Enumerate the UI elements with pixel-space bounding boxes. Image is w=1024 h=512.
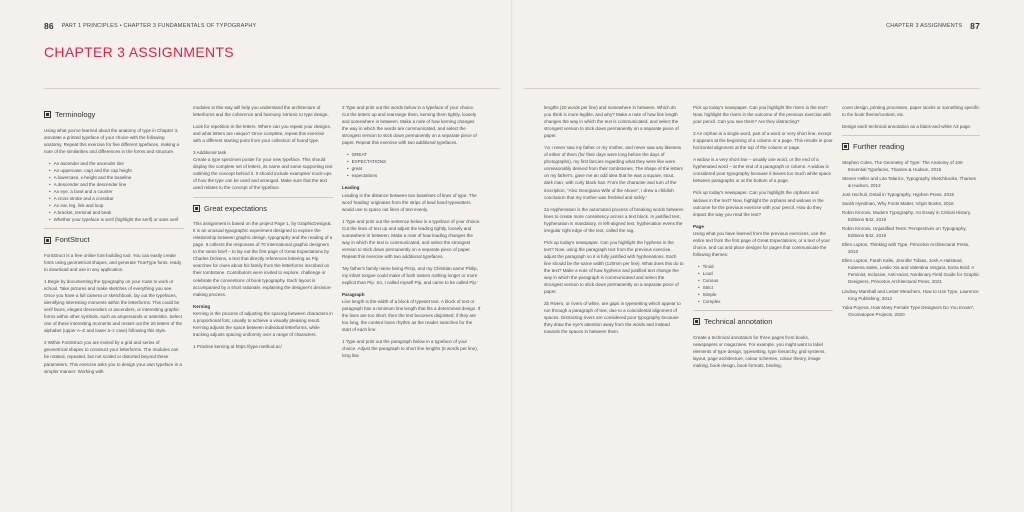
body-paragraph: Line length is the width of a block of typeset text. A block of text or paragraph has a minimum line length that fits a determined design. If the lines are too short, then the text becomes disjointed; if they are too long, the content loses rhythm as the reader searches for the start of each line. bbox=[342, 299, 481, 333]
fontstruct-heading bbox=[44, 228, 184, 246]
left-running-head bbox=[44, 21, 256, 31]
fontstruct-intro: FontStruct is a free online font-building tool. You can easily create fonts using geometrical shapes, and generate TrueType fonts, ready to download and use in any application. bbox=[44, 252, 182, 272]
body-paragraph: 3 An orphan is a single word, part of a word or very short line, except it appears at the beginning of a column or a page. This results in poor horizontal alignment at the top of the column or page. bbox=[693, 131, 833, 151]
fontstruct-step-1: 1 Begin by documenting the typography on your route to work or school. Take pictures and make sketches of everything you see. Once you have a full camera or sketchbook, lay out the typefaces, identifying interesting moments within the letterforms. This could be serif faces, elegant descenders or ascenders, or interesting graphic forms within other symbols, such as ampersands or asterisks. Select one of these interesting moments and restart out the 26 letters of the alphabet (upper A–Z and lower a–z case) following this style. bbox=[44, 279, 183, 334]
kerning-link-text: 1 Practise kerning at https://type.method.ac/ bbox=[193, 343, 282, 349]
reference-item: Jost Hochuli, Detail in Typography, Hyphen Press, 2015 bbox=[842, 191, 955, 197]
body-paragraph: A widow is a very short line – usually one word, or the end of a hyphenated word – at the end of a paragraph or column. A widow is considered poor typography because it leaves too much white space between paragraphs or at the bottom of a page. bbox=[693, 157, 832, 184]
quote-text: 'As I never saw my father or my mother, and never saw any likeness of either of them (for their days were long before the days of photographs), my first fancies regarding what they were like were unreasonably derived from their tombstones. The shape of the letters on my father's, gave me an odd idea that he was a square, stout, dark man, with curly black hair. From the character and turn of the inscription, "Also Georgiana Wife of the Above", I drew a childish conclusion that my mother was freckled and sickly.' bbox=[544, 145, 683, 200]
terminology-intro: Using what you've learned about the anatomy of type in Chapter 3, annotate a printed typeface of your choice with the following anatomy. Repeat this exercise for five different typefaces, making a note of the similarities and differences in the forms and structure. bbox=[44, 127, 180, 154]
technical-annotation-heading bbox=[693, 310, 833, 328]
fontstruct-heading-text: FontStruct bbox=[55, 235, 90, 245]
column-1 bbox=[44, 104, 184, 380]
additional-task-label: 3 Additional task bbox=[193, 150, 227, 156]
square-bullet-icon bbox=[842, 143, 849, 150]
list-item: • An ascender and the ascender line bbox=[49, 160, 184, 167]
right-running-head bbox=[886, 21, 980, 31]
column-4 bbox=[544, 104, 684, 340]
column-3 bbox=[342, 104, 482, 365]
column-5 bbox=[693, 104, 833, 374]
terminology-list bbox=[44, 160, 184, 223]
words-list bbox=[342, 151, 482, 179]
square-bullet-icon bbox=[693, 318, 700, 325]
additional-task-text: Create a type specimen poster for your new typeface. This should display the complete set of letters, its name and some supporting text outlining the concept behind it. It should include examples/ mock-ups of how the type can be used and arranged. Make sure that the text used relates to the concept of the typeface. bbox=[193, 157, 333, 191]
reference-item: Stephen Coles, The Geometry of Type: The Anatomy of 100 Essential Typefaces, Thames & Hudson, 2016 bbox=[842, 159, 963, 172]
list-item: • GREAT bbox=[347, 151, 482, 158]
body-paragraph: 2 Type and print out the words below in a typeface of your choice. Cut the letters up and rearrange them, kerning them tightly, loosely and somewhere in between. Make a note of how kerning changes the way in which the words are communicated, and select the strongest version to stick down permanently on a separate piece of paper. Repeat this exercise with two additional typefaces. bbox=[342, 105, 477, 146]
reference-item: Robin Kinross, Modern Typography: An Essay in Critical History, Editions B42, 2019 bbox=[842, 210, 971, 223]
right-divider bbox=[524, 88, 980, 89]
themes-list bbox=[693, 263, 833, 305]
left-running-head-text: PART 1 PRINCIPLES • CHAPTER 3 FUNDAMENTALS OF TYPOGRAPHY bbox=[61, 23, 257, 29]
list-item: • A descender and the descender line bbox=[49, 181, 184, 188]
body-paragraph: 2b Rivers, or rivers of white, are gaps in typesetting which appear to run through a paragraph of text, due to a coincidental alignment of spaces. Distracting rivers are considered poor typography because they draw the eye's attention away from the words and instead towards the spaces in between them. bbox=[544, 301, 681, 335]
column-2 bbox=[193, 104, 333, 355]
body-paragraph: 1 Type and print out the paragraph below in a typeface of your choice. Adjust the paragraph to short line lengths (5 words per line), long line bbox=[342, 339, 478, 359]
list-item: • An ear, leg, link and loop bbox=[49, 202, 184, 209]
reference-item: Ellen Lupton, Farah Kafei, Jennifer Tobias, Josh A Halstead, Kaleena Sales, Leslie Xia and Valentina Vergara, Extra Bold: A Feminist, Inclusive, Anti-racist, Nonbinary Field Guide for Graphic Designers, Princeton Architectural Press, 2021 bbox=[842, 258, 980, 285]
body-paragraph: 1 Type and print out the sentence below in a typeface of your choice. Cut the lines of text up and adjust the leading tightly, loosely and somewhere in between. Make a note of how leading changes the way in which the text is communicated, and select the strongest version to stick down permanently on a separate piece of paper. Repeat this exercise with two additional typefaces. bbox=[342, 218, 481, 259]
body-paragraph: Pick up today's newspaper. Can you highlight the rivers in the text? Now, highlight the rivers in the outcome of the previous exercise with your pencil. Can you see them? Are they distracting? bbox=[693, 105, 831, 125]
body-paragraph: 2a Hyphenation is the automated process of breaking words between lines to create more consistency across a text block. In justified text, hyphenation is mandatory. In left-aligned text, hyphenation evens the irregular right edge of the text, called the rag. bbox=[544, 206, 684, 233]
paragraph-label: Paragraph bbox=[342, 292, 365, 298]
list-item: • A lowercase, x-height and the baseline bbox=[49, 174, 184, 181]
right-running-head-text: CHAPTER 3 ASSIGNMENTS bbox=[886, 23, 963, 29]
body-paragraph: modules in this way will help you understand the architecture of letterforms and the coherence and harmony intrinsic to type design. bbox=[193, 105, 329, 118]
body-paragraph: Look for repetition in the letters. Where can you repeat your designs, and what letters are unique? Once complete, repeat this exercise with a different starting point from your collection of found type. bbox=[193, 124, 331, 144]
reference-item: Sarah Hyndman, Why Fonts Matter, Virgin Books, 2016 bbox=[842, 201, 954, 206]
left-divider bbox=[44, 88, 500, 89]
list-item: • Timid bbox=[698, 263, 833, 270]
chapter-title: CHAPTER 3 ASSIGNMENTS bbox=[44, 44, 234, 60]
further-reading-heading-text: Further reading bbox=[853, 142, 905, 152]
list-item: • Complex bbox=[698, 298, 833, 305]
list-item: • A cross stroke and a crossbar bbox=[49, 195, 184, 202]
list-item: • Strict bbox=[698, 284, 833, 291]
great-expectations-heading-text: Great expectations bbox=[204, 203, 267, 213]
list-item: • EXPECTATIONS bbox=[347, 158, 482, 165]
great-expectations-heading bbox=[193, 197, 333, 215]
reference-item: Ellen Lupton, Thinking with Type, Princeton Architectural Press, 2010 bbox=[842, 242, 970, 255]
list-item: • expectations bbox=[347, 172, 482, 179]
body-paragraph: cover design, printing processes, paper stocks or something specific to the book theme/content, etc. bbox=[842, 105, 980, 118]
right-page-number: 87 bbox=[970, 21, 980, 31]
square-bullet-icon bbox=[44, 111, 51, 118]
square-bullet-icon bbox=[44, 237, 51, 244]
body-paragraph: Design each technical annotation as a black-and-white A3 page. bbox=[842, 124, 972, 130]
terminology-heading bbox=[44, 106, 184, 121]
technical-annotation-heading-text: Technical annotation bbox=[704, 317, 773, 327]
square-bullet-icon bbox=[193, 205, 200, 212]
reading-list bbox=[842, 159, 980, 318]
left-page-number: 86 bbox=[44, 21, 54, 31]
list-item: • An uppercase, cap) and the cap height bbox=[49, 167, 184, 174]
page-label: Page bbox=[693, 223, 704, 229]
reference-item: Yuka Poyeva, How Many Female Type Designers Do You Know?, Onomatopee Projects, 2020 bbox=[842, 304, 975, 317]
body-paragraph: Leading is the distance between two baselines of lines of type. The word 'leading' originates from the strips of lead hand-typesetters would use to space out lines of text evenly. bbox=[342, 192, 477, 212]
list-item: • Curious bbox=[698, 277, 833, 284]
list-item: • A bracket, terminal and beak bbox=[49, 209, 184, 216]
fontstruct-step-2: 2 Within FontStruct you are invited by a grid and series of geometrical shapes to construct your letterforms. The modules can be rotated, repeated, but not scaled or distorted beyond these parameters. This exercise asks you to design your own typeface in a simpler manner. Working with bbox=[44, 340, 182, 374]
reference-item: Steven Heller and Lita Talarico, Typography Sketchbooks, Thames & Hudson, 2012 bbox=[842, 175, 976, 188]
list-item: • Whether your typeface is serif (highlight the serif) or sans serif bbox=[49, 216, 184, 223]
body-paragraph: Pick up today's newspaper. Can you highlight the orphans and widows in the text? Now, highlight the orphans and widows in the outcome for the previous exercise with your pencil. How do they impact the way you read the text? bbox=[693, 190, 824, 217]
body-paragraph: This assignment is based on the project Page 1, by GraphicDesign&. It is an unusual typographic experiment designed to explore the relationship between graphic design, typography and the reading of a page. It collects the responses of 70 international graphic designers to the same brief – to lay out the first page of Great Expectations by Charles Dickens, a text that directly references lettering as Pip searches for clues about his family from the letterforms inscribed on their tombstone. Contributors were invited to explore, challenge or celebrate the conventions of book typography. Each layout is accompanied by a short rationale, explaining the designer's decision-making process. bbox=[193, 221, 333, 297]
page-gutter bbox=[511, 0, 513, 512]
leading-label: Leading bbox=[342, 185, 360, 191]
reference-item: Robin Kinross, Unjustified Texts: Perspectives on Typography, Editions B42, 2019 bbox=[842, 226, 967, 239]
list-item: • great bbox=[347, 165, 482, 172]
list-item: • Loud bbox=[698, 270, 833, 277]
reference-item: Lindsay Marshall and Lester Meachem, How to Use Type, Laurence King Publishing, 2012 bbox=[842, 288, 979, 301]
body-paragraph: Pick up today's newspaper. Can you highlight the hyphens in the text? Now, using the paragraph text from the previous exercise, adjust the paragraph so it is fully justified with hyphenations. Each line should be the same width (120mm per line). What does this do to the text? Make a note of how hyphens and justified text change the way in which the paragraph is communicated and select the strongest version to stick down permanently on a separate piece of paper. bbox=[544, 239, 684, 295]
body-paragraph: Using what you have learned from the previous exercises, use the entire text from the first page of Great Expectations, or a text of your choice, and cut and place designs for pages that communicate the following themes: bbox=[693, 230, 830, 257]
list-item: • An eye, a bowl and a counter bbox=[49, 188, 184, 195]
further-reading-heading bbox=[842, 135, 980, 153]
terminology-heading-text: Terminology bbox=[55, 110, 96, 119]
list-item: • Simple bbox=[698, 291, 833, 298]
body-paragraph: lengths (20 words per line) and somewhere in between. Which do you think is more legible, and why? Make a note of how line length changes the way in which the text is communicated, and select the strongest version to stick down permanently on a separate piece of paper. bbox=[544, 105, 679, 139]
kerning-label: Kerning bbox=[193, 303, 211, 309]
quote-text: 'My father's family name being Pirrip, and my Christian name Philip, my infant tongue could make of both names nothing longer or more explicit than Pip. So, I called myself Pip, and came to be called Pip.' bbox=[342, 265, 479, 286]
column-6 bbox=[842, 104, 980, 320]
body-paragraph: Kerning is the process of adjusting the spacing between characters in a proportional font, usually to achieve a visually pleasing result. Kerning adjusts the space between individual letterforms, while tracking adjusts spacing uniformly over a range of characters. bbox=[193, 310, 333, 337]
body-paragraph: Create a technical annotation for three pages from books, newspapers or magazines. For example, you might want to label elements of type design, typesetting, type hierarchy, grid systems, layout, page architecture, colour schemes, colour theory, image making, book design, book formats, binding, bbox=[693, 334, 826, 368]
